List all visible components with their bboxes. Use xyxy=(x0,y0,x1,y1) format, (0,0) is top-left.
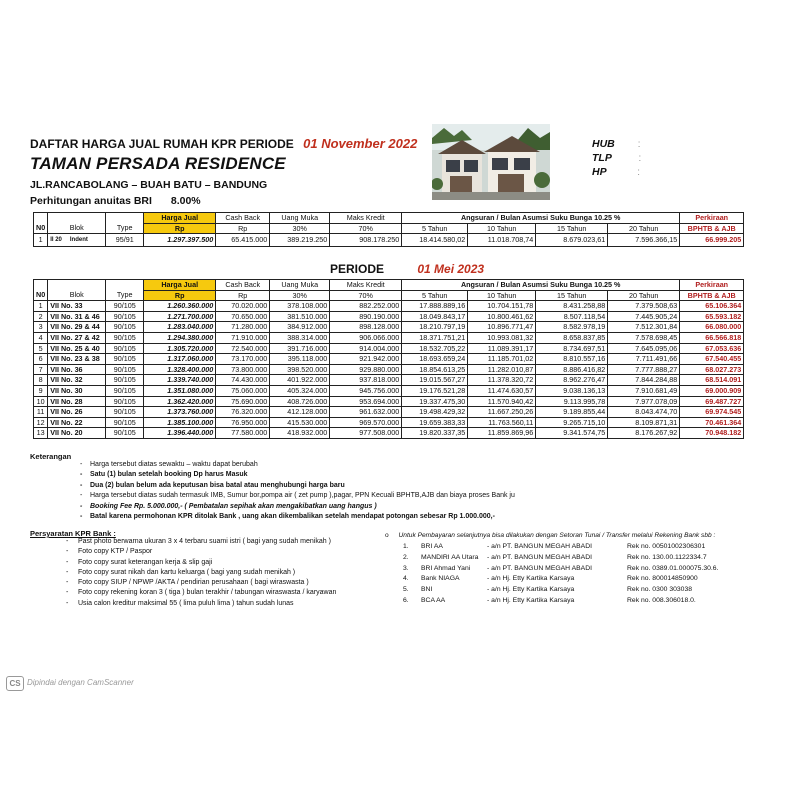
bank-account-number: Rek no. 800014850900 xyxy=(627,575,698,583)
cell-10th: 10.704.151,78 xyxy=(468,301,536,312)
cell-harga: 1.385.100.000 xyxy=(144,417,216,428)
cell-no: 2 xyxy=(34,311,48,322)
bank-account-number: Rek no. 0389.01.000075.30.6. xyxy=(627,564,719,572)
cell-harga: 1.260.360.000 xyxy=(144,301,216,312)
cell-5th: 18.049.843,17 xyxy=(402,311,468,322)
col-angsuran-head: Angsuran / Bulan Asumsi Suku Bunga 10.25 % xyxy=(402,280,680,291)
cell-makskredit: 953.694.000 xyxy=(330,396,402,407)
bank-name: BRI Ahmad Yani xyxy=(421,564,471,572)
col-angsuran-head: Angsuran / Bulan Asumsi Suku Bunga 10.25 % xyxy=(402,213,680,224)
list-item: - Booking Fee Rp. 5.000.000,- ( Pembatalan sepihak akan mengakibatkan uang hangus ) xyxy=(80,502,560,512)
keterangan-title: Keterangan xyxy=(30,452,72,461)
contact-hp xyxy=(592,166,641,178)
cell-20th: 7.711.491,66 xyxy=(608,354,680,365)
col-blok-label: Blok xyxy=(48,223,106,234)
cell-type: 90/105 xyxy=(106,375,144,386)
list-item: - Harga tersebut diatas sewaktu – waktu dapat berubah xyxy=(80,460,560,470)
col-15th: 15 Tahun xyxy=(536,290,608,301)
cell-blok: VII No. 20 xyxy=(48,428,106,439)
cell-bphtb: 69.974.545 xyxy=(680,407,744,418)
list-item: - Satu (1) bulan setelah booking Dp harus Masuk xyxy=(80,470,560,480)
cell-10th: 11.089.391,17 xyxy=(468,343,536,354)
cell-15th: 8.658.837,85 xyxy=(536,332,608,343)
cell-bphtb: 68.027.273 xyxy=(680,364,744,375)
table-row xyxy=(34,322,744,333)
cell-cashback: 77.580.000 xyxy=(216,428,270,439)
cell-blok: VII No. 33 xyxy=(48,301,106,312)
cell-harga: 1.339.740.000 xyxy=(144,375,216,386)
cell-no: 9 xyxy=(34,385,48,396)
col-makskredit-unit: 70% xyxy=(330,223,402,234)
cell-20th: 7.777.888,27 xyxy=(608,364,680,375)
cell-uangmuka: 389.219.250 xyxy=(270,234,330,246)
cell-type: 95/91 xyxy=(106,234,144,246)
cell-bphtb: 65.593.182 xyxy=(680,311,744,322)
cell-10th: 11.282.010,87 xyxy=(468,364,536,375)
cell-15th: 9.189.855,44 xyxy=(536,407,608,418)
list-item: - Foto copy surat keterangan kerja & slip gaji xyxy=(66,558,386,568)
bank-account-number: Rek no. 00501002306301 xyxy=(627,543,706,550)
persyaratan-title: Persyaratan KPR Bank : xyxy=(30,529,116,538)
bank-account-holder: - a/n Hj. Etty Kartika Karsaya xyxy=(487,586,575,594)
cell-no: 10 xyxy=(34,396,48,407)
cell-cashback: 72.540.000 xyxy=(216,343,270,354)
col-uangmuka-head: Uang Muka xyxy=(270,280,330,291)
list-item: - Foto copy rekening koran 3 ( tiga ) bulan terakhir / tabungan wiraswasta / karyawan xyxy=(66,588,386,598)
cell-uangmuka: 378.108.000 xyxy=(270,301,330,312)
cell-uangmuka: 415.530.000 xyxy=(270,417,330,428)
col-makskredit-head: Maks Kredit xyxy=(330,213,402,224)
cell-type: 90/105 xyxy=(106,407,144,418)
cell-harga: 1.362.420.000 xyxy=(144,396,216,407)
cell-makskredit: 906.066.000 xyxy=(330,332,402,343)
col-harga-head: Harga Jual xyxy=(144,280,216,291)
cell-uangmuka: 398.520.000 xyxy=(270,364,330,375)
cell-15th: 9.341.574,75 xyxy=(536,428,608,439)
cell-makskredit: 908.178.250 xyxy=(330,234,402,246)
cell-15th: 9.265.715,10 xyxy=(536,417,608,428)
cell-cashback: 76.320.000 xyxy=(216,407,270,418)
bank-account-holder: - a/n PT. BANGUN MEGAH ABADI xyxy=(487,553,592,561)
col-10th: 10 Tahun xyxy=(468,223,536,234)
cell-blok: VII No. 36 xyxy=(48,364,106,375)
table-row xyxy=(34,343,744,354)
cell-5th: 19.176.521,28 xyxy=(402,385,468,396)
cell-type: 90/105 xyxy=(106,332,144,343)
cell-bphtb: 67.540.455 xyxy=(680,354,744,365)
list-item: - Dua (2) bulan belum ada keputusan bisa batal atau menghubungi harga baru xyxy=(80,481,560,491)
contact-hub xyxy=(592,138,642,150)
list-item: - Harga tersebut diatas sudah termasuk IMB, Sumur bor,pompa air ( zet pump ),pagar, PPN Kecuali BPHTB,AJB dan biaya proses Bank ju xyxy=(80,491,560,501)
cell-harga: 1.396.440.000 xyxy=(144,428,216,439)
cell-10th: 11.378.320,72 xyxy=(468,375,536,386)
col-uangmuka-unit: 30% xyxy=(270,223,330,234)
cell-bphtb: 69.487.727 xyxy=(680,396,744,407)
cell-20th: 7.645.095,06 xyxy=(608,343,680,354)
persyaratan-list xyxy=(66,537,386,609)
cell-5th: 19.498.429,32 xyxy=(402,407,468,418)
col-blok-label: Blok xyxy=(48,290,106,301)
cell-blok: VII No. 25 & 40 xyxy=(48,343,106,354)
table-row xyxy=(34,354,744,365)
cell-blok: VII No. 27 & 42 xyxy=(48,332,106,343)
col-harga-unit: Rp xyxy=(144,223,216,234)
cell-no: 6 xyxy=(34,354,48,365)
cell-harga: 1.328.400.000 xyxy=(144,364,216,375)
cell-blok: VII No. 28 xyxy=(48,396,106,407)
bank-no: 2. xyxy=(403,553,409,561)
col-no-label: N0 xyxy=(34,223,48,234)
cell-bphtb: 66.566.818 xyxy=(680,332,744,343)
cell-no: 7 xyxy=(34,364,48,375)
list-item: - Usia calon kreditur maksimal 55 ( lima puluh lima ) tahun sudah lunas xyxy=(66,599,386,609)
col-bphtb-head: BPHTB & AJB xyxy=(680,223,744,234)
bank-intro xyxy=(385,532,715,539)
cell-uangmuka: 381.510.000 xyxy=(270,311,330,322)
cell-blok xyxy=(48,234,106,246)
document-title xyxy=(30,136,417,151)
cell-makskredit: 937.818.000 xyxy=(330,375,402,386)
cell-harga: 1.305.720.000 xyxy=(144,343,216,354)
col-type-label: Type xyxy=(106,290,144,301)
cell-uangmuka: 418.932.000 xyxy=(270,428,330,439)
cell-10th: 11.667.250,26 xyxy=(468,407,536,418)
title-date: 01 November 2022 xyxy=(303,136,418,151)
col-cashback-head: Cash Back xyxy=(216,213,270,224)
cell-15th: 8.962.276,47 xyxy=(536,375,608,386)
table-row xyxy=(34,332,744,343)
list-item: - Past photo berwarna ukuran 3 x 4 terbaru suami istri ( bagi yang sudah menikah ) xyxy=(66,537,386,547)
bank-account-holder: - a/n Hj. Etty Kartika Karsaya xyxy=(487,575,575,583)
table-row xyxy=(34,407,744,418)
cell-20th: 7.977.078,09 xyxy=(608,396,680,407)
col-cashback-unit: Rp xyxy=(216,223,270,234)
cell-blok: VII No. 26 xyxy=(48,407,106,418)
cell-10th: 11.763.560,11 xyxy=(468,417,536,428)
list-item: - Batal karena permohonan KPR ditolak Bank , uang akan dikembalikan setelah mendapat potongan sebesar Rp 1.000.000,- xyxy=(80,512,560,522)
bank-no: 3. xyxy=(403,564,409,572)
cell-no: 4 xyxy=(34,332,48,343)
col-10th: 10 Tahun xyxy=(468,290,536,301)
col-5th: 5 Tahun xyxy=(402,223,468,234)
col-perkiraan-head: Perkiraan xyxy=(680,213,744,224)
periode-heading xyxy=(330,262,484,276)
periode-date: 01 Mei 2023 xyxy=(417,262,485,276)
cell-uangmuka: 391.716.000 xyxy=(270,343,330,354)
list-item: - Foto copy KTP / Paspor xyxy=(66,547,386,557)
cell-cashback: 73.800.000 xyxy=(216,364,270,375)
cell-type: 90/105 xyxy=(106,385,144,396)
anuitas-line xyxy=(30,195,201,207)
col-uangmuka-head: Uang Muka xyxy=(270,213,330,224)
cell-no: 1 xyxy=(34,301,48,312)
cell-uangmuka: 405.324.000 xyxy=(270,385,330,396)
col-20th: 20 Tahun xyxy=(608,290,680,301)
bank-name: BCA AA xyxy=(421,597,446,604)
cell-blok: VII No. 31 & 46 xyxy=(48,311,106,322)
col-harga-unit: Rp xyxy=(144,290,216,301)
bank-name: MANDIRI AA Utara xyxy=(421,553,479,561)
table-row xyxy=(34,301,744,312)
table-row xyxy=(34,364,744,375)
cell-5th: 18.693.659,24 xyxy=(402,354,468,365)
bank-name: BNI xyxy=(421,586,433,594)
cell-harga: 1.297.397.500 xyxy=(144,234,216,246)
cell-type: 90/105 xyxy=(106,417,144,428)
cell-bphtb: 67.053.636 xyxy=(680,343,744,354)
cell-blok-name: II 20 xyxy=(50,237,62,244)
bank-no: 5. xyxy=(403,586,409,594)
cell-10th: 11.859.869,96 xyxy=(468,428,536,439)
cell-makskredit: 882.252.000 xyxy=(330,301,402,312)
bank-account-holder: - a/n PT. BANGUN MEGAH ABADI xyxy=(487,564,592,572)
cell-makskredit: 969.570.000 xyxy=(330,417,402,428)
keterangan-list xyxy=(80,460,560,522)
cell-cashback: 75.060.000 xyxy=(216,385,270,396)
camscanner-logo: CS xyxy=(6,676,24,691)
cell-20th: 7.596.366,15 xyxy=(608,234,680,246)
col-cashback-head: Cash Back xyxy=(216,280,270,291)
cell-20th: 8.176.267,92 xyxy=(608,428,680,439)
table-row xyxy=(34,428,744,439)
cell-cashback: 74.430.000 xyxy=(216,375,270,386)
cell-10th: 11.018.708,74 xyxy=(468,234,536,246)
cell-cashback: 73.170.000 xyxy=(216,354,270,365)
price-table-may-2023 xyxy=(33,279,744,439)
table-row xyxy=(34,375,744,386)
cell-type: 90/105 xyxy=(106,428,144,439)
camscanner-text: Dipindai dengan CamScanner xyxy=(27,678,134,687)
cell-makskredit: 921.942.000 xyxy=(330,354,402,365)
cell-5th: 18.210.797,19 xyxy=(402,322,468,333)
hub-value: : xyxy=(637,138,642,150)
price-table-nov-2022 xyxy=(33,212,744,247)
bank-no: 1. xyxy=(403,543,409,550)
cell-no: 1 xyxy=(34,234,48,246)
bank-no: 6. xyxy=(403,597,409,604)
cell-type: 90/105 xyxy=(106,396,144,407)
cell-blok-note: Indent xyxy=(69,237,88,244)
cell-15th: 8.734.697,51 xyxy=(536,343,608,354)
bank-account-holder: - a/n Hj. Etty Kartika Karsaya xyxy=(487,597,575,604)
hub-label: HUB xyxy=(592,138,615,150)
table-row xyxy=(34,311,744,322)
cell-bphtb: 69.000.909 xyxy=(680,385,744,396)
cell-type: 90/105 xyxy=(106,354,144,365)
cell-cashback: 71.910.000 xyxy=(216,332,270,343)
cell-15th: 8.810.557,16 xyxy=(536,354,608,365)
cell-5th: 19.337.475,30 xyxy=(402,396,468,407)
contact-tlp xyxy=(592,152,642,164)
cell-10th: 10.896.771,47 xyxy=(468,322,536,333)
col-20th: 20 Tahun xyxy=(608,223,680,234)
table-row xyxy=(34,385,744,396)
col-type-label: Type xyxy=(106,223,144,234)
col-type-head xyxy=(106,280,144,291)
cell-no: 12 xyxy=(34,417,48,428)
col-type-head xyxy=(106,213,144,224)
col-blok-head xyxy=(48,213,106,224)
bank-intro-text: Untuk Pembayaran selanjutnya bisa dilakukan dengan Setoran Tunai / Transfer melalui Rekening Bank sbb : xyxy=(398,532,716,539)
cell-uangmuka: 384.912.000 xyxy=(270,322,330,333)
cell-no: 5 xyxy=(34,343,48,354)
cell-cashback: 71.280.000 xyxy=(216,322,270,333)
cell-makskredit: 890.190.000 xyxy=(330,311,402,322)
periode-label: PERIODE xyxy=(330,262,385,276)
cell-20th: 7.379.508,63 xyxy=(608,301,680,312)
col-cashback-unit: Rp xyxy=(216,290,270,301)
cell-5th: 19.659.383,33 xyxy=(402,417,468,428)
bank-account-number: Rek no. 0300 303038 xyxy=(627,586,693,594)
cell-15th: 8.679.023,61 xyxy=(536,234,608,246)
cell-harga: 1.317.060.000 xyxy=(144,354,216,365)
col-no-head xyxy=(34,213,48,224)
col-harga-head: Harga Jual xyxy=(144,213,216,224)
col-no-label: N0 xyxy=(34,290,48,301)
cell-blok: VII No. 22 xyxy=(48,417,106,428)
cell-blok: VII No. 32 xyxy=(48,375,106,386)
bank-no: 4. xyxy=(403,575,409,583)
tlp-label: TLP xyxy=(592,152,612,164)
cell-type: 90/105 xyxy=(106,343,144,354)
cell-15th: 9.113.995,78 xyxy=(536,396,608,407)
cell-bphtb: 66.999.205 xyxy=(680,234,744,246)
cell-bphtb: 68.514.091 xyxy=(680,375,744,386)
cell-type: 90/105 xyxy=(106,301,144,312)
title-text: DAFTAR HARGA JUAL RUMAH KPR PERIODE xyxy=(30,137,294,151)
cell-15th: 8.886.416,82 xyxy=(536,364,608,375)
cell-bphtb: 70.948.182 xyxy=(680,428,744,439)
cell-cashback: 70.020.000 xyxy=(216,301,270,312)
cell-10th: 10.993.081,32 xyxy=(468,332,536,343)
cell-20th: 8.043.474,70 xyxy=(608,407,680,418)
cell-10th: 11.570.940,42 xyxy=(468,396,536,407)
estate-address: JL.RANCABOLANG – BUAH BATU – BANDUNG xyxy=(30,179,268,191)
cell-harga: 1.271.700.000 xyxy=(144,311,216,322)
estate-name: TAMAN PERSADA RESIDENCE xyxy=(30,154,286,173)
cell-uangmuka: 408.726.000 xyxy=(270,396,330,407)
col-makskredit-unit: 70% xyxy=(330,290,402,301)
house-photo xyxy=(432,124,550,200)
bank-name: Bank NIAGA xyxy=(421,575,460,583)
cell-5th: 18.854.613,25 xyxy=(402,364,468,375)
anuitas-rate: 8.00% xyxy=(170,195,201,207)
col-15th: 15 Tahun xyxy=(536,223,608,234)
table-row xyxy=(34,234,744,246)
col-5th: 5 Tahun xyxy=(402,290,468,301)
cell-15th: 9.038.136,13 xyxy=(536,385,608,396)
cell-cashback: 76.950.000 xyxy=(216,417,270,428)
cell-bphtb: 70.461.364 xyxy=(680,417,744,428)
cell-15th: 8.582.978,19 xyxy=(536,322,608,333)
cell-5th: 17.888.889,16 xyxy=(402,301,468,312)
cell-makskredit: 929.880.000 xyxy=(330,364,402,375)
cell-20th: 7.578.698,45 xyxy=(608,332,680,343)
cell-20th: 7.445.905,24 xyxy=(608,311,680,322)
tlp-value: : xyxy=(638,152,643,164)
cell-bphtb: 65.106.364 xyxy=(680,301,744,312)
cell-10th: 10.800.461,62 xyxy=(468,311,536,322)
bank-account-holder: - a/n PT. BANGUN MEGAH ABADI xyxy=(487,543,592,550)
cell-20th: 7.910.681,49 xyxy=(608,385,680,396)
cell-makskredit: 977.508.000 xyxy=(330,428,402,439)
cell-bphtb: 66.080.000 xyxy=(680,322,744,333)
cell-no: 13 xyxy=(34,428,48,439)
cell-type: 90/105 xyxy=(106,364,144,375)
cell-makskredit: 898.128.000 xyxy=(330,322,402,333)
list-item: - Foto copy surat nikah dan kartu keluarga ( bagi yang sudah menikah ) xyxy=(66,568,386,578)
cell-type: 90/105 xyxy=(106,322,144,333)
col-blok-head xyxy=(48,280,106,291)
cell-harga: 1.294.380.000 xyxy=(144,332,216,343)
cell-5th: 18.414.580,02 xyxy=(402,234,468,246)
cell-5th: 19.820.337,35 xyxy=(402,428,468,439)
cell-harga: 1.351.080.000 xyxy=(144,385,216,396)
col-bphtb-head: BPHTB & AJB xyxy=(680,290,744,301)
col-uangmuka-unit: 30% xyxy=(270,290,330,301)
hp-value: : xyxy=(637,166,642,178)
cell-10th: 11.474.630,57 xyxy=(468,385,536,396)
cell-blok: VII No. 23 & 38 xyxy=(48,354,106,365)
cell-uangmuka: 412.128.000 xyxy=(270,407,330,418)
col-no-head xyxy=(34,280,48,291)
cell-5th: 18.371.751,21 xyxy=(402,332,468,343)
cell-makskredit: 961.632.000 xyxy=(330,407,402,418)
col-makskredit-head: Maks Kredit xyxy=(330,280,402,291)
cell-15th: 8.431.258,88 xyxy=(536,301,608,312)
cell-cashback: 65.415.000 xyxy=(216,234,270,246)
bank-account-number: Rek no. 130.00.1122334.7 xyxy=(627,553,707,561)
cell-type: 90/105 xyxy=(106,311,144,322)
bank-bullet: o xyxy=(385,532,389,539)
cell-harga: 1.373.760.000 xyxy=(144,407,216,418)
cell-5th: 19.015.567,27 xyxy=(402,375,468,386)
cell-no: 11 xyxy=(34,407,48,418)
cell-15th: 8.507.118,54 xyxy=(536,311,608,322)
cell-10th: 11.185.701,02 xyxy=(468,354,536,365)
cell-uangmuka: 401.922.000 xyxy=(270,375,330,386)
hp-label: HP xyxy=(592,166,607,178)
cell-20th: 7.844.284,88 xyxy=(608,375,680,386)
cell-uangmuka: 395.118.000 xyxy=(270,354,330,365)
cell-no: 3 xyxy=(34,322,48,333)
bank-name: BRI AA xyxy=(421,543,443,550)
cell-cashback: 75.690.000 xyxy=(216,396,270,407)
col-perkiraan-head: Perkiraan xyxy=(680,280,744,291)
cell-harga: 1.283.040.000 xyxy=(144,322,216,333)
table-row xyxy=(34,396,744,407)
cell-no: 8 xyxy=(34,375,48,386)
cell-cashback: 70.650.000 xyxy=(216,311,270,322)
cell-uangmuka: 388.314.000 xyxy=(270,332,330,343)
bank-account-number: Rek no. 008.306018.0. xyxy=(627,597,696,604)
cell-5th: 18.532.705,22 xyxy=(402,343,468,354)
cell-blok: VII No. 30 xyxy=(48,385,106,396)
cell-makskredit: 945.756.000 xyxy=(330,385,402,396)
anuitas-label: Perhitungan anuitas BRI xyxy=(30,195,152,207)
cell-20th: 7.512.301,84 xyxy=(608,322,680,333)
cell-makskredit: 914.004.000 xyxy=(330,343,402,354)
cell-blok: VII No. 29 & 44 xyxy=(48,322,106,333)
list-item: - Foto copy SIUP / NPWP /AKTA / pendirian perusahaan ( bagi wiraswasta ) xyxy=(66,578,386,588)
table-row xyxy=(34,417,744,428)
cell-20th: 8.109.871,31 xyxy=(608,417,680,428)
